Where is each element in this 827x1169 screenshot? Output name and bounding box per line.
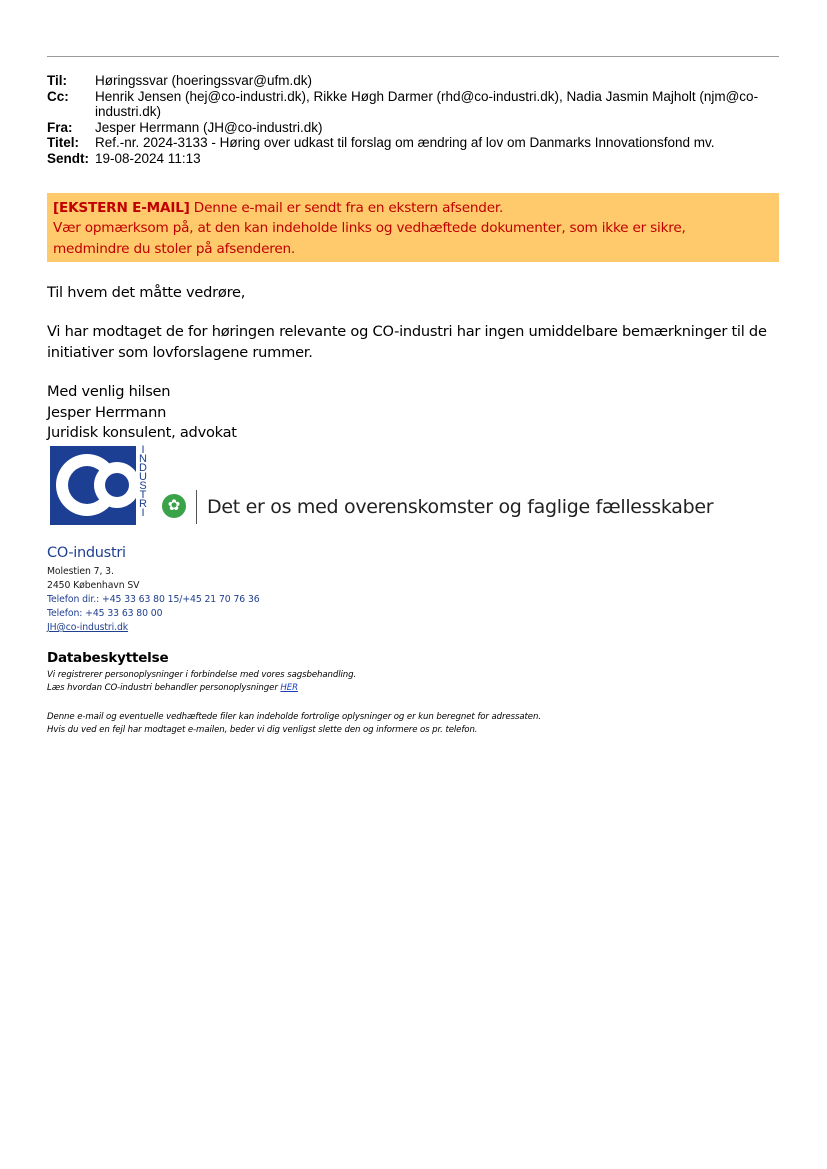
sent-value: 19-08-2024 11:13 bbox=[95, 150, 201, 166]
email-header bbox=[47, 73, 782, 166]
from-row bbox=[47, 120, 782, 136]
disclaimer-line-2: Hvis du ved en fejl har modtaget e-mailen, beder vi dig venligst slette den og informere os pr. telefon. bbox=[47, 725, 478, 735]
signature-company: CO-industri bbox=[47, 545, 126, 561]
signature-email-link[interactable]: JH@co-industri.dk bbox=[47, 622, 129, 633]
privacy-line-2-text: Læs hvordan CO-industri behandler personoplysninger bbox=[47, 683, 281, 693]
signature-street: Molestien 7, 3. bbox=[47, 566, 114, 577]
cc-value: Henrik Jensen (hej@co-industri.dk), Rikke Høgh Darmer (rhd@co-industri.dk), Nadia Jasmin Majholt (njm@co-industri.dk) bbox=[95, 88, 759, 119]
body-paragraph bbox=[47, 322, 787, 363]
signature-city: 2450 København SV bbox=[47, 580, 140, 591]
top-divider bbox=[47, 56, 779, 57]
cc-row bbox=[47, 89, 782, 120]
industri-vertical-wordmark: I N D U S T R I bbox=[139, 444, 147, 519]
from-value: Jesper Herrmann (JH@co-industri.dk) bbox=[95, 119, 323, 135]
greeting: Til hvem det måtte vedrøre, bbox=[47, 284, 246, 301]
sent-label: Sendt: bbox=[47, 150, 89, 166]
privacy-policy-link[interactable]: HER bbox=[280, 683, 298, 693]
co-logo-icon bbox=[50, 446, 136, 525]
sender-role: Juridisk konsulent, advokat bbox=[47, 424, 237, 441]
logo-slogan: Det er os med overenskomster og faglige fællesskaber bbox=[207, 496, 714, 518]
to-row bbox=[47, 73, 782, 89]
external-email-warning-banner bbox=[47, 193, 779, 262]
closing: Med venlig hilsen bbox=[47, 383, 171, 400]
sign-off bbox=[47, 382, 787, 444]
to-label: Til: bbox=[47, 73, 67, 88]
from-label: Fra: bbox=[47, 119, 73, 135]
signature-phone: Telefon: +45 33 63 80 00 bbox=[47, 608, 163, 619]
co-industri-logo-banner bbox=[50, 444, 714, 528]
title-value: Ref.-nr. 2024-3133 - Høring over udkast til forslag om ændring af lov om Danmarks Innovationsfond mv. bbox=[95, 135, 715, 150]
banner-line-3: medmindre du stoler på afsenderen. bbox=[53, 240, 296, 257]
disclaimer-line-1: Denne e-mail og eventuelle vedhæftede filer kan indeholde fortrolige oplysninger og er kun beregnet for adressaten. bbox=[47, 712, 541, 722]
leaf-figure-icon: ✿ bbox=[162, 494, 186, 518]
privacy-line-2 bbox=[47, 682, 298, 694]
title-row bbox=[47, 135, 782, 151]
signature-email-row bbox=[47, 622, 128, 634]
sent-row bbox=[47, 151, 782, 167]
sender-name: Jesper Herrmann bbox=[47, 403, 167, 421]
privacy-line-1: Vi registrerer personoplysninger i forbindelse med vores sagsbehandling. bbox=[47, 670, 357, 680]
cc-label: Cc: bbox=[47, 88, 69, 104]
logo-divider bbox=[196, 490, 197, 524]
banner-line-1-text: Denne e-mail er sendt fra en ekstern afsender. bbox=[193, 200, 504, 216]
body-paragraph-line-2: initiativer som lovforslagene rummer. bbox=[47, 343, 313, 361]
signature-direct-phone: Telefon dir.: +45 33 63 80 15/+45 21 70 76 36 bbox=[47, 594, 260, 605]
privacy-title: Databeskyttelse bbox=[47, 650, 169, 666]
body-paragraph-line-1: Vi har modtaget de for høringen relevante og CO-industri har ingen umiddelbare bemærkninger til de bbox=[47, 323, 767, 340]
to-value: Høringssvar (hoeringssvar@ufm.dk) bbox=[95, 73, 313, 88]
title-label: Titel: bbox=[47, 135, 80, 150]
banner-line-2: Vær opmærksom på, at den kan indeholde links og vedhæftede dokumenter, som ikke er sikre, bbox=[53, 220, 686, 237]
external-email-tag: [EKSTERN E-MAIL] bbox=[53, 200, 190, 216]
banner-line-1 bbox=[53, 198, 773, 218]
